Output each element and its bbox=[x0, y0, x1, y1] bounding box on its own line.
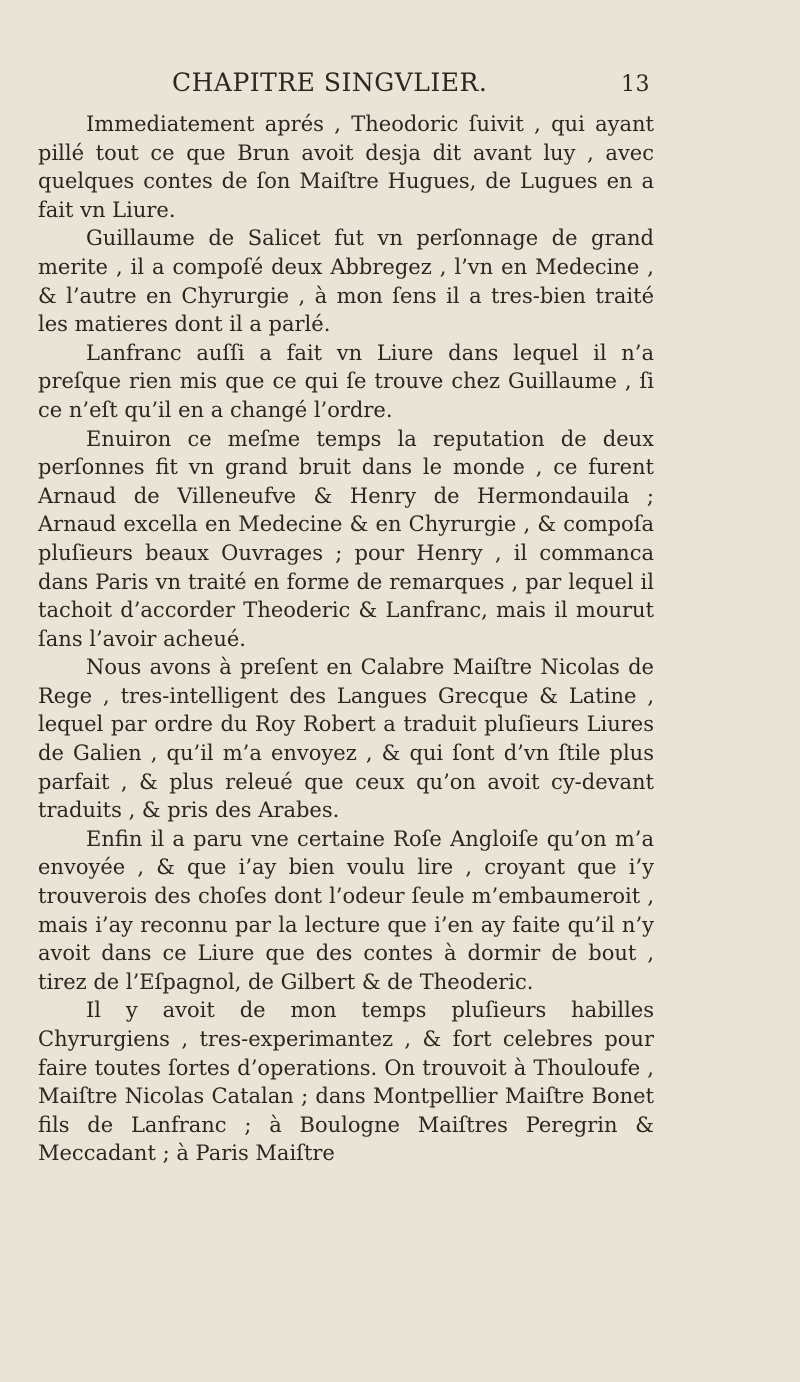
paragraph-arnaud-henry: Enuiron ce meſme temps la reputation de deux perſonnes fit vn grand bruit dans le monde , ce furent Arnaud de Villeneufve & Henry de Hermondauila ; Arnaud excella en Medecine & en Chyrurgie , & compoſa pluſieurs beaux Ouvrages ; pour Henry , il commanca dans Paris vn traité en forme de remarques , par lequel il tachoit d’accorder Theoderic & Lanfranc, mais il mourut ſans l’avoir acheué. bbox=[38, 426, 654, 651]
paragraph-theodoric: Immediatement aprés , Theodoric ſuivit , qui ayant pillé tout ce que Brun avoit desja dit avant luy , avec quelques contes de ſon Maiſtre Hugues, de Lugues en a fait vn Liure. bbox=[38, 112, 654, 222]
paragraph-guillaume: Guillaume de Salicet fut vn perſonnage de grand merite , il a compoſé deux Abbregez , l’vn en Medecine , & l’autre en Chyrurgie , à mon ſens il a tres-bien traité les matieres dont il a parlé. bbox=[38, 226, 654, 337]
paragraph-rose-angloise: Enfin il a paru vne certaine Roſe Angloiſe qu’on m’a envoyée , & que i’ay bien voulu lire , croyant que i’y trouverois des choſes dont l’odeur ſeule m’embaumeroit , mais i’ay reconnu par la lecture que i’en ay faite qu’il n’y avoit dans ce Liure que des contes à dormir de bout , tirez de l’Eſpagnol, de Gilbert & de Theoderic. bbox=[38, 826, 654, 994]
running-title: CHAPITRE SINGVLIER. bbox=[172, 68, 488, 97]
body-text bbox=[38, 110, 654, 1168]
page-number: 13 bbox=[621, 72, 650, 97]
page-content bbox=[38, 68, 654, 1168]
paragraph-nicolas-de-rege: Nous avons à preſent en Calabre Maiſtre Nicolas de Rege , tres-intelligent des Langues Grecque & Latine , lequel par ordre du Roy Robert a traduit pluſieurs Liures de Galien , qu’il m’a envoyez , & qui ſont d’vn ſtile plus parfait , & plus releué que ceux qu’on avoit cy-devant traduits , & pris des Arabes. bbox=[38, 655, 654, 823]
paragraph-lanfranc: Lanfranc auſſi a fait vn Liure dans lequel il n’a preſque rien mis que ce qui ſe trouve chez Guillaume , ſi ce n’eſt qu’il en a changé l’ordre. bbox=[38, 340, 654, 422]
paragraph-chyrurgiens: Il y avoit de mon temps pluſieurs habilles Chyrurgiens , tres-experimantez , & fort celebres pour faire toutes ſortes d’operations. On trouvoit à Thouloufe , Maiſtre Nicolas Catalan ; dans Montpellier Maiſtre Bonet fils de Lanfranc ; à Boulogne Maiſtres Peregrin & Meccadant ; à Paris Maiſtre bbox=[38, 998, 654, 1166]
running-header bbox=[38, 68, 654, 110]
